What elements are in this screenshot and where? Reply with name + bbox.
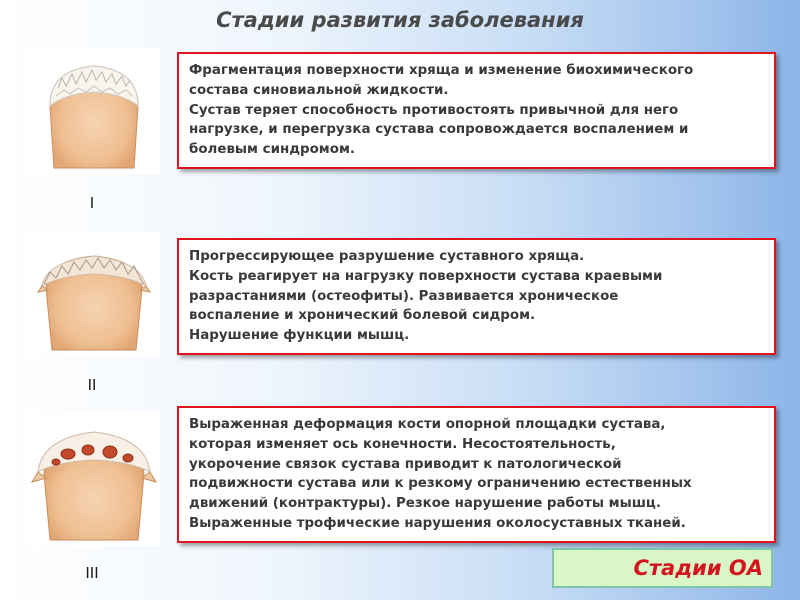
bone-stage-1-icon bbox=[28, 48, 160, 174]
stage-1-numeral: I bbox=[89, 194, 95, 212]
stage-3-line: Выраженные трофические нарушения околосуставных тканей. bbox=[189, 515, 686, 531]
stage-1-illustration bbox=[28, 48, 160, 174]
stage-1-line: состава синовиальной жидкости. bbox=[189, 82, 449, 98]
stage-2-line: Кость реагирует на нагрузку поверхности сустава краевыми bbox=[189, 268, 663, 284]
stage-1-line: Фрагментация поверхности хряща и изменение биохимического bbox=[189, 63, 694, 78]
stage-1-line: нагрузке, и перегрузка сустава сопровождается воспалением и bbox=[189, 122, 689, 138]
stage-2-numeral: II bbox=[87, 376, 97, 394]
stage-3-line: укорочение связок сустава приводит к патологической bbox=[189, 456, 622, 472]
oa-stages-badge: Стадии ОА bbox=[552, 548, 773, 588]
stage-1-description bbox=[177, 52, 776, 169]
stage-2-line: разрастаниями (остеофиты). Развивается хроническое bbox=[189, 288, 619, 304]
stage-3-line: движений (контрактуры). Резкое нарушение работы мышц. bbox=[189, 496, 661, 512]
stage-2-line: Нарушение функции мышц. bbox=[189, 328, 410, 344]
stage-2-line: воспаление и хронический болевой сидром. bbox=[189, 308, 536, 324]
stage-3-line: которая изменяет ось конечности. Несостоятельность, bbox=[189, 436, 616, 452]
stage-2-description bbox=[177, 238, 776, 355]
bone-stage-2-icon bbox=[28, 232, 160, 356]
stage-3-line: подвижности сустава или к резкому ограничению естественных bbox=[189, 476, 692, 492]
stage-3-illustration bbox=[28, 412, 160, 546]
stage-2-illustration bbox=[28, 232, 160, 356]
bone-stage-3-icon bbox=[28, 412, 160, 546]
stage-3-description bbox=[177, 406, 776, 543]
stage-3-numeral: III bbox=[85, 564, 99, 582]
page-title: Стадии развития заболевания bbox=[216, 8, 584, 32]
stage-1-line: болевым синдромом. bbox=[189, 142, 355, 158]
stage-1-line: Сустав теряет способность противостоять привычной для него bbox=[189, 102, 679, 118]
stage-2-line: Прогрессирующее разрушение суставного хряща. bbox=[189, 249, 585, 264]
stage-3-line: Выраженная деформация кости опорной площадки сустава, bbox=[189, 417, 666, 432]
